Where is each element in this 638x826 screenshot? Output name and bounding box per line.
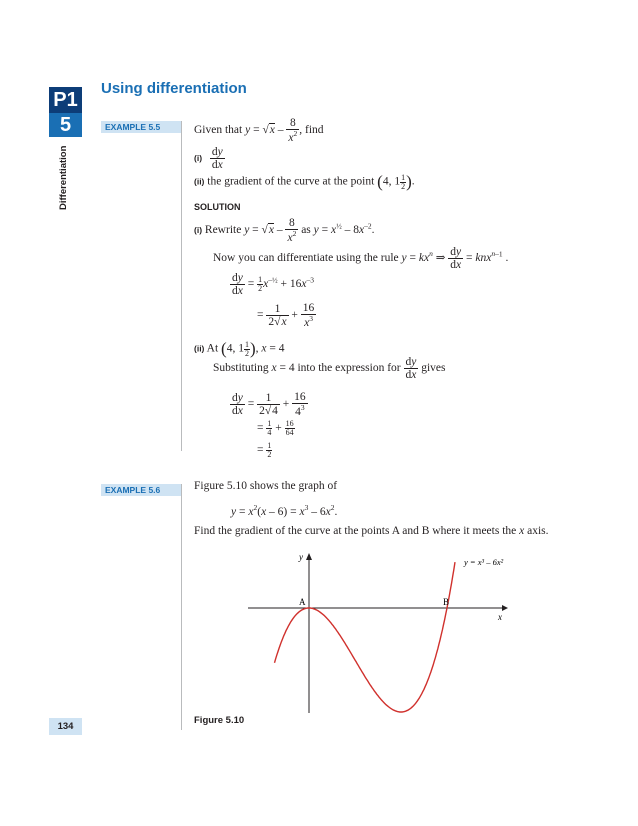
x-axis-arrow bbox=[502, 605, 508, 611]
ex55-eval-line1: $\frac{dy}{dx}$ = $\frac{1}{2√4}$ + $\frac{16}{4^3}$ bbox=[232, 391, 306, 418]
figure-caption: Figure 5.10 bbox=[194, 715, 245, 726]
page-number: 134 bbox=[49, 718, 82, 735]
curve-label: y = x³ – 6x² bbox=[464, 557, 504, 567]
ex55-rewrite: (i) Rewrite y = √x – $\frac{8}{x^2}$ as $y = x^{\frac{1}{2}} - 8x^{-2}$. bbox=[194, 217, 375, 244]
solution-heading: SOLUTION bbox=[194, 202, 241, 212]
ex55-eval-line2: = $\frac{1}{4}$ + $\frac{16}{64}$ bbox=[257, 419, 294, 437]
y-axis-label: y bbox=[299, 552, 303, 562]
ex55-derivative-line1: $\frac{dy}{dx}$ = $\frac{1}{2}$ $x^{-\frac{1}{2}} + 16x^{-3}$ bbox=[232, 272, 314, 298]
ex55-derivative-line2: = $\frac{1}{2√x}$ + $\frac{16}{x^3}$ bbox=[257, 302, 315, 329]
y-axis-arrow bbox=[306, 553, 312, 560]
x-axis-label: x bbox=[498, 612, 502, 622]
ex55-rule: Now you can differentiate using the rule $y = kx^n$ ⇒ $\frac{dy}{dx}$ = knx$^{n-1}$ . bbox=[213, 246, 509, 272]
example-5-5-rule bbox=[181, 121, 182, 451]
graph-figure-5-10 bbox=[240, 550, 510, 715]
ex56-equation: $y = x^2(x - 6) = x^3 - 6x^2$. bbox=[231, 503, 338, 518]
ex55-statement: Given that y = √x – $\frac{8}{x^2}$ , find bbox=[194, 117, 324, 144]
ex55-part-i: (i) $\frac{dy}{dx}$ bbox=[194, 146, 223, 172]
example-5-6-rule bbox=[181, 484, 182, 730]
point-a-label: A bbox=[299, 597, 306, 607]
chapter-tab: 5 bbox=[49, 113, 82, 137]
ex55-part-ii: (ii) the gradient of the curve at the point (4, 1 $\frac{1}{2}$ ). bbox=[194, 172, 415, 191]
ex55-eval-line3: = $\frac{1}{2}$ bbox=[257, 441, 272, 459]
example-5-6-label: EXAMPLE 5.6 bbox=[101, 484, 182, 496]
point-b-label: B bbox=[443, 597, 450, 607]
ex56-intro: Figure 5.10 shows the graph of bbox=[194, 480, 338, 492]
example-5-5-label: EXAMPLE 5.5 bbox=[101, 121, 182, 133]
curve-line bbox=[275, 562, 456, 712]
ex55-substitution: Substituting x = 4 into the expression for $\frac{dy}{dx}$ gives bbox=[213, 356, 446, 382]
part-tab: P1 bbox=[49, 87, 82, 113]
ex56-question: Find the gradient of the curve at the points A and B where it meets the x axis. bbox=[194, 525, 549, 537]
ex55-part-ii-solution: (ii) At (4, 1 $\frac{1}{2}$ ), x = 4 bbox=[194, 339, 285, 358]
section-title: Using differentiation bbox=[101, 80, 247, 97]
chapter-vertical-label: Differentiation bbox=[58, 145, 69, 210]
